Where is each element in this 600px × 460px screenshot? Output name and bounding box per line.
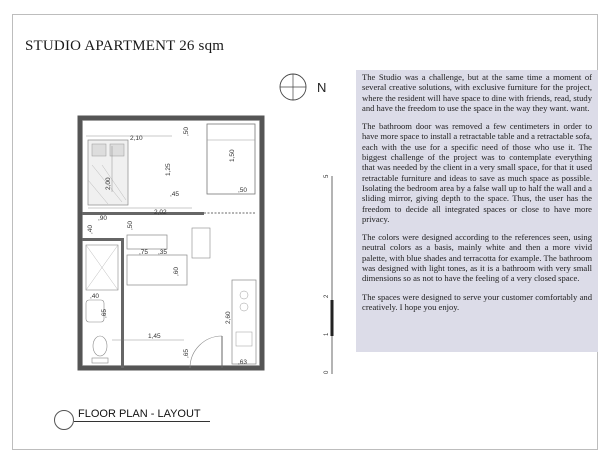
- toilet: [93, 336, 107, 356]
- dim-right-upper: 1,50: [229, 149, 236, 162]
- dim-right-50: ,50: [238, 187, 248, 194]
- scale-segment: [331, 300, 334, 336]
- label-underline: [74, 421, 210, 422]
- description-paragraph-2: The bathroom door was removed a few centimeters in order to have more space to install a retractable table and a retractable sofa, each with the use for a specific need of those who use it. The biggest challenge of the project was to contemplate everything that was needed by the client in a very small space, for that it used retractable furniture and ideas to save as much space as possible. Isolating the bedroom area by a false wall up to half the wall and a sliding mirror, giving depth to the space. Thus, the user has the freedom to decide all integrated spaces or close to have more privacy.: [362, 121, 593, 224]
- bed-pillow: [92, 144, 106, 156]
- dim-bath-65: ,65: [101, 308, 108, 318]
- scale-bar: [322, 172, 336, 378]
- bathroom-wall: [82, 238, 124, 241]
- stove-burner: [240, 291, 248, 299]
- dim-table-35: ,35: [158, 249, 168, 256]
- dim-bottom-145: 1,45: [148, 333, 161, 340]
- north-arrow: [279, 72, 329, 102]
- scale-tick-0: 0: [324, 370, 330, 374]
- dim-left-90: ,90: [98, 215, 108, 222]
- stove-burner-2: [240, 303, 248, 311]
- armchair: [192, 228, 210, 258]
- dim-top-width: 2,10: [130, 135, 143, 142]
- floor-plan-label: FLOOR PLAN - LAYOUT: [78, 408, 201, 420]
- dim-left-40-upper: ,40: [87, 224, 94, 234]
- dim-mid-width: 2,02: [154, 209, 167, 216]
- kitchen-sink: [236, 332, 252, 346]
- dim-bottom-63: ,63: [238, 359, 248, 366]
- description-paragraph-4: The spaces were designed to serve your customer comfortably and creatively. I hope you enjoy.: [362, 291, 592, 312]
- description-panel: [356, 70, 598, 352]
- scale-tick-1: 1: [324, 332, 330, 336]
- dim-small-45: ,45: [170, 191, 180, 198]
- bathroom-wall-v: [121, 238, 124, 368]
- dim-top-depth: ,50: [183, 126, 190, 136]
- dim-mid-50: ,50: [127, 220, 134, 230]
- compass-label: N: [317, 80, 327, 95]
- kitchen-counter: [232, 280, 256, 364]
- label-marker: [54, 410, 74, 430]
- description-paragraph-3: The colors were designed according to the references seen, using neutral colors as a basis, mainly white and then a more vivid palette, with blue shades and terracotta for example. The bathroom was designed with light tones, as it is a bathroom with very small dimensions so as not to have the feeling of a very closed space.: [362, 232, 592, 284]
- description-paragraph-1: The Studio was a challenge, but at the same time a moment of several creative solutions, with exclusive furniture for the project, where the resident will have space to dine with friends, read, study and have the freedom to use the space in the way they want. want.: [362, 72, 592, 113]
- dim-table-75: ,75: [139, 249, 149, 256]
- dim-wardrobe-depth: 1,25: [165, 163, 172, 176]
- floor-plan: [72, 110, 277, 378]
- scale-tick-5: 5: [324, 174, 330, 178]
- dim-right-260: 2,60: [225, 311, 232, 324]
- scale-tick-2: 2: [324, 294, 330, 298]
- entry-door: [190, 336, 222, 368]
- dim-sofa-60: ,60: [173, 266, 180, 276]
- dim-bottom-65: ,65: [183, 348, 190, 358]
- table: [127, 235, 167, 249]
- dim-bed-height: 2,00: [105, 177, 112, 190]
- page-title: STUDIO APARTMENT 26 sqm: [25, 38, 225, 54]
- dim-bath-40: ,40: [90, 293, 100, 300]
- toilet-tank: [92, 358, 108, 363]
